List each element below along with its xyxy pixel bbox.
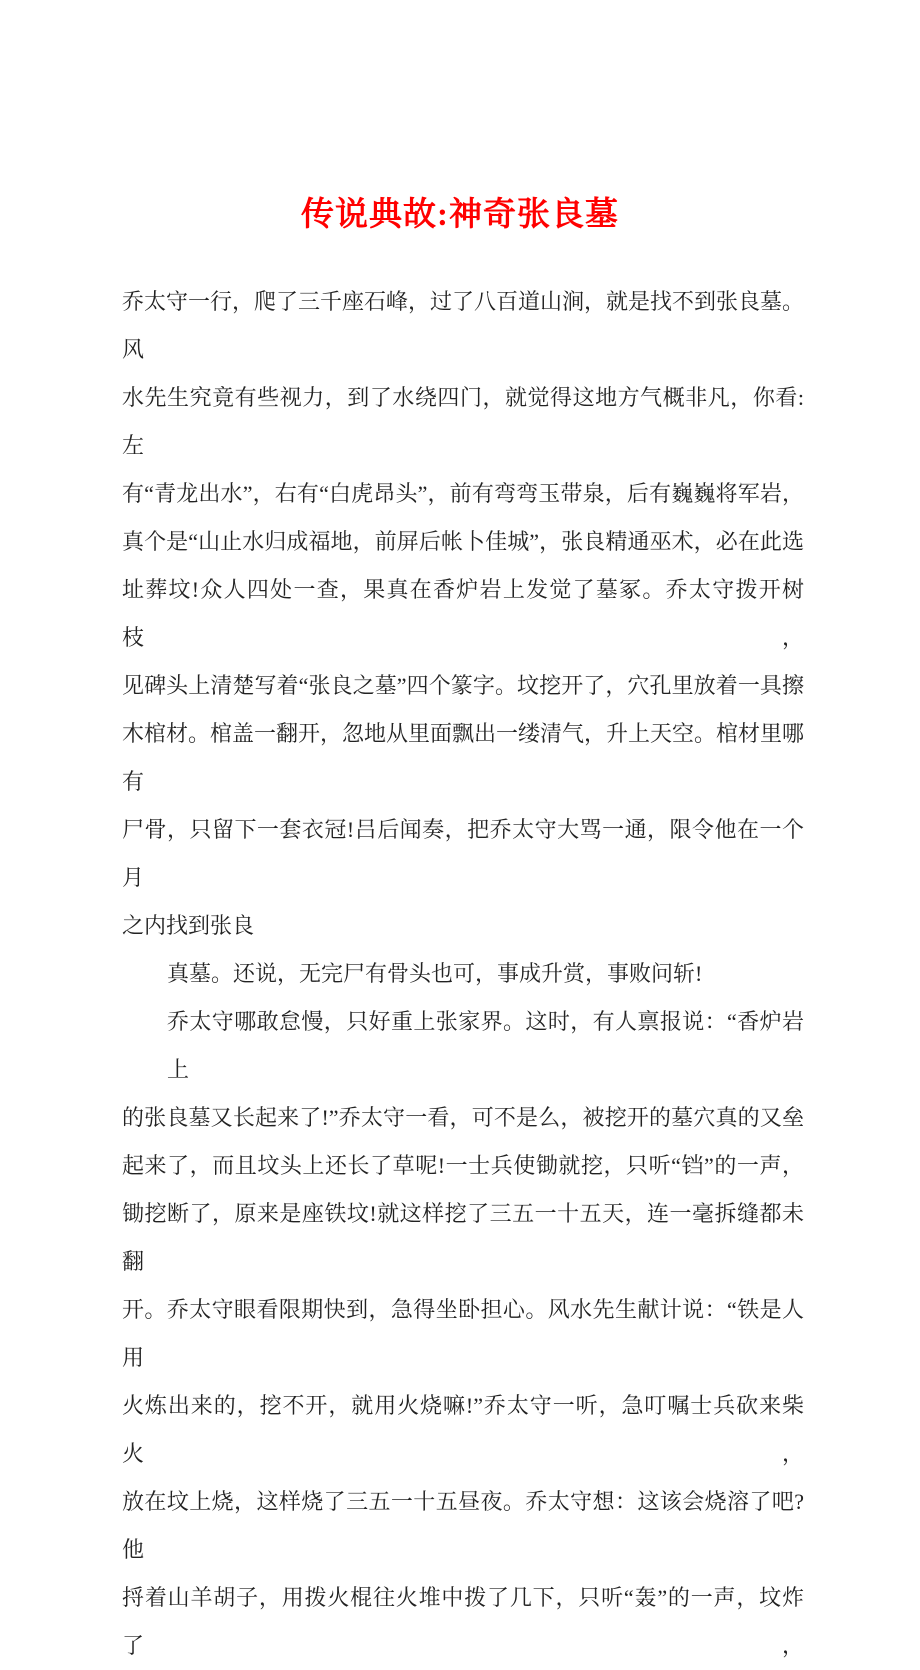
paragraph-line: 的张良墓又长起来了!”乔太守一看，可不是么，被挖开的墓穴真的又垒: [122, 1105, 804, 1130]
paragraph-line: 水先生究竟有些视力，到了水绕四门，就觉得这地方气概非凡，你看: 左: [122, 385, 804, 458]
paragraph-line: 捋着山羊胡子，用拨火棍往火堆中拨了几下，只听“轰”的一声，坟炸了，: [122, 1585, 804, 1658]
document-body: [122, 278, 804, 1670]
paragraph-line: 乔太守哪敢怠慢，只好重上张家界。这时，有人禀报说：“香炉岩上: [167, 1009, 804, 1082]
paragraph-line: 见碑头上清楚写着“张良之墓”四个篆字。坟挖开了，穴孔里放着一具擦: [122, 673, 804, 698]
paragraph-line: 木棺材。棺盖一翻开，忽地从里面飘出一缕清气，升上天空。棺材里哪有: [122, 721, 805, 794]
paragraph-line: 起来了，而且坟头上还长了草呢!一士兵使锄就挖，只听“铛”的一声，: [122, 1153, 804, 1178]
paragraph-line: 真墓。还说，无完尸有骨头也可，事成升赏，事败问斩!: [167, 961, 703, 986]
paragraph-line: 真个是“山止水归成福地，前屏后帐卜佳城”，张良精通巫术，必在此选: [122, 529, 804, 554]
paragraph-line: 之内找到张良: [122, 913, 255, 938]
paragraph-line: 尸骨，只留下一套衣冠!吕后闻奏，把乔太守大骂一通，限令他在一个月: [122, 817, 804, 890]
paragraph-line: 放在坟上烧，这样烧了三五一十五昼夜。乔太守想：这该会烧溶了吧?他: [122, 1489, 804, 1562]
paragraph-line: 有“青龙出水”，右有“白虎昂头”，前有弯弯玉带泉，后有巍巍将军岩，: [122, 481, 804, 506]
paragraph-line: 址葬坟!众人四处一查，果真在香炉岩上发觉了墓冢。乔太守拨开树枝，: [122, 577, 804, 650]
paragraph-line: 开。乔太守眼看限期快到，急得坐卧担心。风水先生献计说：“铁是人用: [122, 1297, 804, 1370]
paragraph-line: 火炼出来的，挖不开，就用火烧嘛!”乔太守一听，急叮嘱士兵砍来柴火，: [122, 1393, 804, 1466]
document-title: 传说典故:神奇张良墓: [301, 197, 619, 233]
paragraph-line: 乔太守一行，爬了三千座石峰，过了八百道山涧，就是找不到张良墓。风: [122, 289, 805, 362]
paragraph-line: 锄挖断了，原来是座铁坟!就这样挖了三五一十五天，连一毫拆缝都未翻: [122, 1201, 804, 1274]
